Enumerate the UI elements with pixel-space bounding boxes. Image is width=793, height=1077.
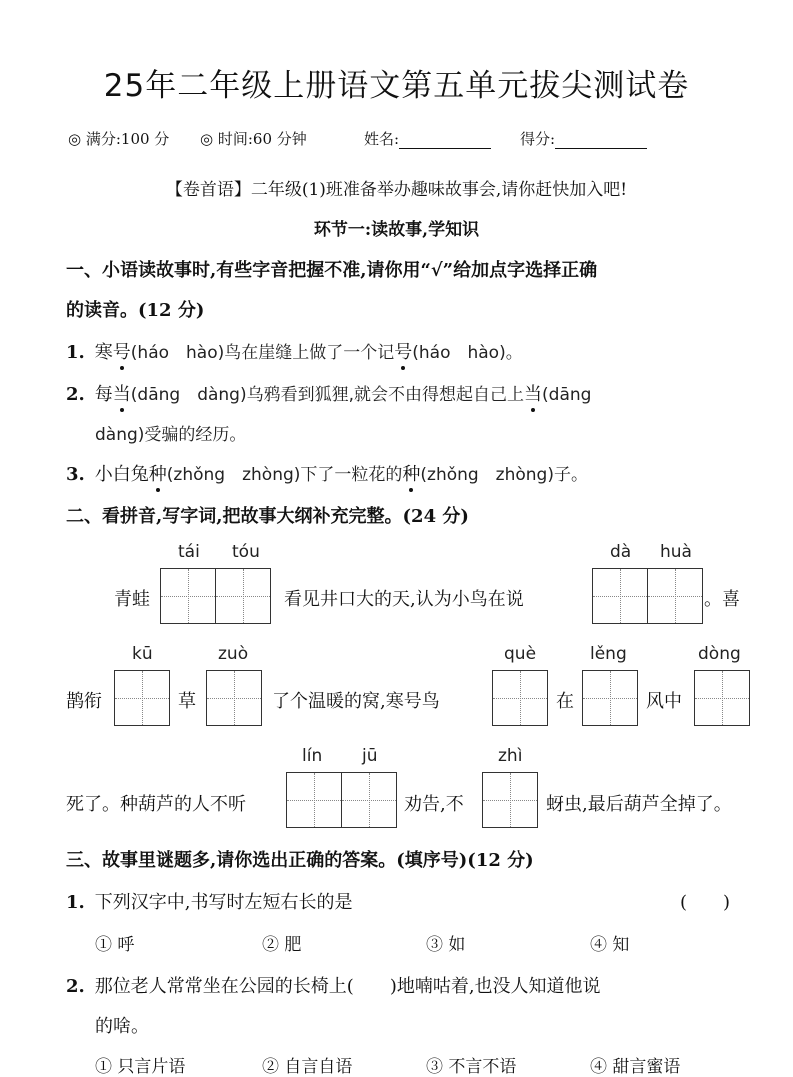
writing-cell[interactable] <box>592 568 648 624</box>
q1-heading-line2: 的读音。(12 分) <box>66 300 205 321</box>
writing-cell[interactable] <box>206 670 262 726</box>
pinyin-hua: huà <box>660 542 692 562</box>
writing-grid-que[interactable] <box>492 670 548 726</box>
pinyin-ju: jū <box>362 746 378 766</box>
pinyin-da: dà <box>610 542 632 562</box>
dotted-char: 当 <box>524 380 542 406</box>
score-label: 得分: <box>520 130 556 148</box>
q1-item-2-cont: dàng)受骗的经历。 <box>95 425 247 445</box>
option-2[interactable]: ② 自言自语 <box>262 1057 353 1077</box>
intro-text: 【卷首语】二年级(1)班准备举办趣味故事会,请你赶快加入吧! <box>165 180 628 200</box>
row3-text1: 死了。种葫芦的人不听 <box>66 794 246 815</box>
pinyin-dong: dòng <box>698 644 741 664</box>
pinyin-zuo: zuò <box>218 644 249 664</box>
option-1[interactable]: ① 只言片语 <box>95 1057 186 1077</box>
row3-text2: 劝告,不 <box>404 794 464 815</box>
writing-grid-taitou[interactable] <box>160 568 271 624</box>
time-limit: ◎ 时间:60 分钟 <box>200 130 307 148</box>
row2-text1: 鹊衔 <box>66 691 102 712</box>
row2-text5: 风中 <box>646 691 682 712</box>
writing-cell[interactable] <box>286 772 342 828</box>
writing-cell[interactable] <box>582 670 638 726</box>
answer-paren[interactable]: ( ) <box>680 892 731 913</box>
section-title: 环节一:读故事,学知识 <box>313 220 480 240</box>
dotted-char: 号 <box>394 338 412 364</box>
writing-grid-zhi[interactable] <box>482 772 538 828</box>
row3-text3: 蚜虫,最后葫芦全掉了。 <box>546 794 732 815</box>
writing-cell[interactable] <box>694 670 750 726</box>
score-blank[interactable] <box>555 132 647 149</box>
full-score: ◎ 满分:100 分 <box>68 130 170 148</box>
q1-heading-line1: 一、小语读故事时,有些字音把握不准,请你用“√”给加点字选择正确 <box>66 260 598 281</box>
row2-text4: 在 <box>556 691 574 712</box>
dotted-char: 当 <box>113 380 131 406</box>
dotted-char: 种 <box>149 460 167 486</box>
q1-item-3: 3. 小白兔种(zhǒng zhòng)下了一粒花的种(zhǒng zhòng)子。 <box>66 460 588 486</box>
pinyin-que: què <box>504 644 537 664</box>
q3-heading: 三、故事里谜题多,请你选出正确的答案。(填序号)(12 分) <box>66 850 534 871</box>
pinyin-tou: tóu <box>232 542 260 562</box>
option-3[interactable]: ③ 如 <box>426 935 466 955</box>
name-label: 姓名: <box>364 130 400 148</box>
q1-item-1: 1. 寒号(háo hào)鸟在崖缝上做了一个记号(háo hào)。 <box>66 338 523 364</box>
score-field[interactable] <box>520 128 647 149</box>
row2-text2: 草 <box>178 691 196 712</box>
name-field[interactable] <box>364 128 491 149</box>
writing-cell[interactable] <box>492 670 548 726</box>
writing-cell[interactable] <box>482 772 538 828</box>
q3-item-2-cont: 的啥。 <box>95 1016 149 1037</box>
writing-cell[interactable] <box>647 568 703 624</box>
writing-grid-dong[interactable] <box>694 670 750 726</box>
row2-text3: 了个温暖的窝,寒号鸟 <box>272 691 440 712</box>
writing-cell[interactable] <box>215 568 271 624</box>
writing-cell[interactable] <box>341 772 397 828</box>
option-4[interactable]: ④ 知 <box>590 935 630 955</box>
name-blank[interactable] <box>399 132 491 149</box>
writing-grid-dahua[interactable] <box>592 568 703 624</box>
writing-grid-linju[interactable] <box>286 772 397 828</box>
pinyin-tai: tái <box>178 542 200 562</box>
dotted-char: 种 <box>402 460 420 486</box>
row1-text1: 青蛙 <box>114 589 150 610</box>
q3-item-2: 2. 那位老人常常坐在公园的长椅上( )地喃咕着,也没人知道他说 <box>66 976 601 997</box>
pinyin-leng: lěng <box>590 644 627 664</box>
option-1[interactable]: ① 呼 <box>95 935 135 955</box>
pinyin-lin: lín <box>302 746 323 766</box>
option-2[interactable]: ② 肥 <box>262 935 302 955</box>
pinyin-ku: kū <box>132 644 153 664</box>
row1-text3: 。喜 <box>704 589 740 610</box>
writing-cell[interactable] <box>114 670 170 726</box>
pinyin-zhi: zhì <box>498 746 523 766</box>
q2-heading: 二、看拼音,写字词,把故事大纲补充完整。(24 分) <box>66 506 469 527</box>
row1-text2: 看见井口大的天,认为小鸟在说 <box>284 589 524 610</box>
writing-grid-leng[interactable] <box>582 670 638 726</box>
option-4[interactable]: ④ 甜言蜜语 <box>590 1057 681 1077</box>
page-title: 25年二年级上册语文第五单元拔尖测试卷 <box>103 68 690 104</box>
writing-grid-zuo[interactable] <box>206 670 262 726</box>
writing-grid-ku[interactable] <box>114 670 170 726</box>
dotted-char: 号 <box>113 338 131 364</box>
q1-item-2: 2. 每当(dāng dàng)乌鸦看到狐狸,就会不由得想起自己上当(dāng <box>66 380 591 406</box>
q3-item-1: 1. 下列汉字中,书写时左短右长的是 <box>66 892 353 913</box>
writing-cell[interactable] <box>160 568 216 624</box>
option-3[interactable]: ③ 不言不语 <box>426 1057 517 1077</box>
